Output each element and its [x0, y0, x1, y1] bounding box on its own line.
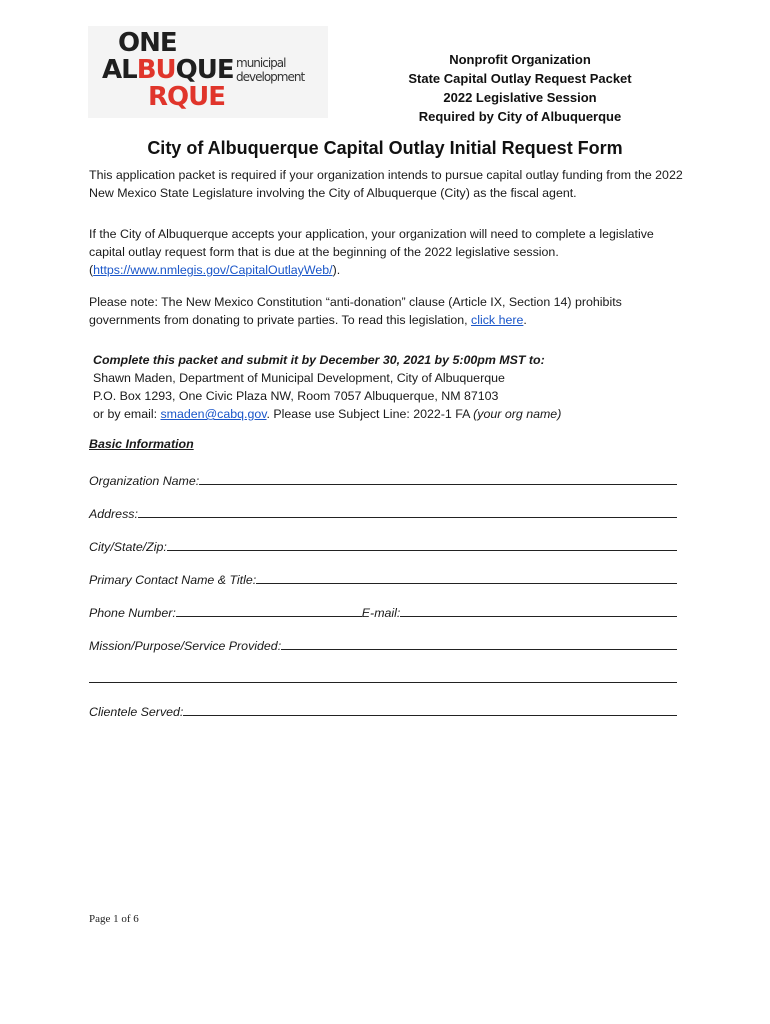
logo-tagline: municipal development	[236, 56, 305, 84]
packet-header	[370, 50, 670, 126]
header-line-2: State Capital Outlay Request Packet	[408, 71, 632, 86]
click-here-link[interactable]: click here	[471, 313, 524, 327]
city-state-zip-field[interactable]	[89, 536, 677, 554]
primary-contact-field[interactable]	[89, 569, 677, 587]
mission-continuation-line[interactable]	[89, 682, 677, 683]
city-state-zip-label: City/State/Zip:	[89, 540, 167, 554]
intro-paragraph-2: If the City of Albuquerque accepts your application, your organization will need to complete a legislative capital outlay request form that is due at the beginning of the 2022 legislative session. (https://www.nmlegis.gov/CapitalOutlayWeb/).	[89, 227, 654, 277]
header-line-3: 2022 Legislative Session	[443, 90, 597, 105]
mission-field[interactable]	[89, 635, 677, 653]
intro-paragraph-3: Please note: The New Mexico Constitution “anti-donation” clause (Article IX, Section 14) prohibits governments from donating to private parties. To read this legislation, click here.	[89, 295, 622, 327]
phone-email-row	[89, 602, 677, 620]
address-label: Address:	[89, 507, 138, 521]
submission-instructions	[93, 351, 693, 423]
address-field[interactable]	[89, 503, 677, 521]
albuquerque-municipal-development-logo	[88, 26, 328, 118]
organization-name-label: Organization Name:	[89, 474, 200, 488]
city-state-zip-input-line[interactable]	[167, 549, 677, 551]
email-link[interactable]: smaden@cabq.gov	[160, 407, 267, 421]
contact-name-line: Shawn Maden, Department of Municipal Development, City of Albuquerque	[93, 371, 505, 385]
address-input-line[interactable]	[138, 516, 677, 518]
page-title: City of Albuquerque Capital Outlay Initial Request Form	[147, 138, 623, 158]
page-number: Page 1 of 6	[89, 913, 139, 925]
mission-input-line[interactable]	[281, 648, 677, 650]
clientele-input-line[interactable]	[183, 714, 677, 716]
primary-contact-label: Primary Contact Name & Title:	[89, 573, 257, 587]
intro-paragraph-1: This application packet is required if your organization intends to pursue capital outlay funding from the 2022 New Mexico State Legislature involving the City of Albuquerque (City) as the fiscal agent.	[89, 168, 683, 200]
logo-word-rque: RQUE	[148, 82, 225, 112]
logo-word-albu: ALBUQUE	[102, 55, 234, 85]
organization-name-field[interactable]	[89, 470, 677, 488]
contact-address-line: P.O. Box 1293, One Civic Plaza NW, Room 7057 Albuquerque, NM 87103	[93, 389, 499, 403]
clientele-field[interactable]	[89, 701, 677, 719]
phone-number-input-line[interactable]	[176, 615, 362, 617]
primary-contact-input-line[interactable]	[256, 582, 677, 584]
clientele-label: Clientele Served:	[89, 705, 184, 719]
organization-name-input-line[interactable]	[199, 483, 677, 485]
basic-information-heading: Basic Information	[89, 437, 194, 451]
nmlegis-link[interactable]: https://www.nmlegis.gov/CapitalOutlayWeb/	[93, 263, 333, 277]
mission-label: Mission/Purpose/Service Provided:	[89, 639, 282, 653]
header-line-4: Required by City of Albuquerque	[418, 109, 622, 124]
email-input-line[interactable]	[400, 615, 677, 617]
contact-email-line: or by email: smaden@cabq.gov. Please use Subject Line: 2022-1 FA (your org name)	[93, 407, 562, 421]
submission-deadline: Complete this packet and submit it by December 30, 2021 by 5:00pm MST to:	[93, 353, 545, 367]
logo-word-one: ONE	[118, 28, 177, 58]
phone-number-label: Phone Number:	[89, 606, 176, 620]
header-line-1: Nonprofit Organization	[449, 52, 591, 67]
email-label: E-mail:	[361, 606, 401, 620]
